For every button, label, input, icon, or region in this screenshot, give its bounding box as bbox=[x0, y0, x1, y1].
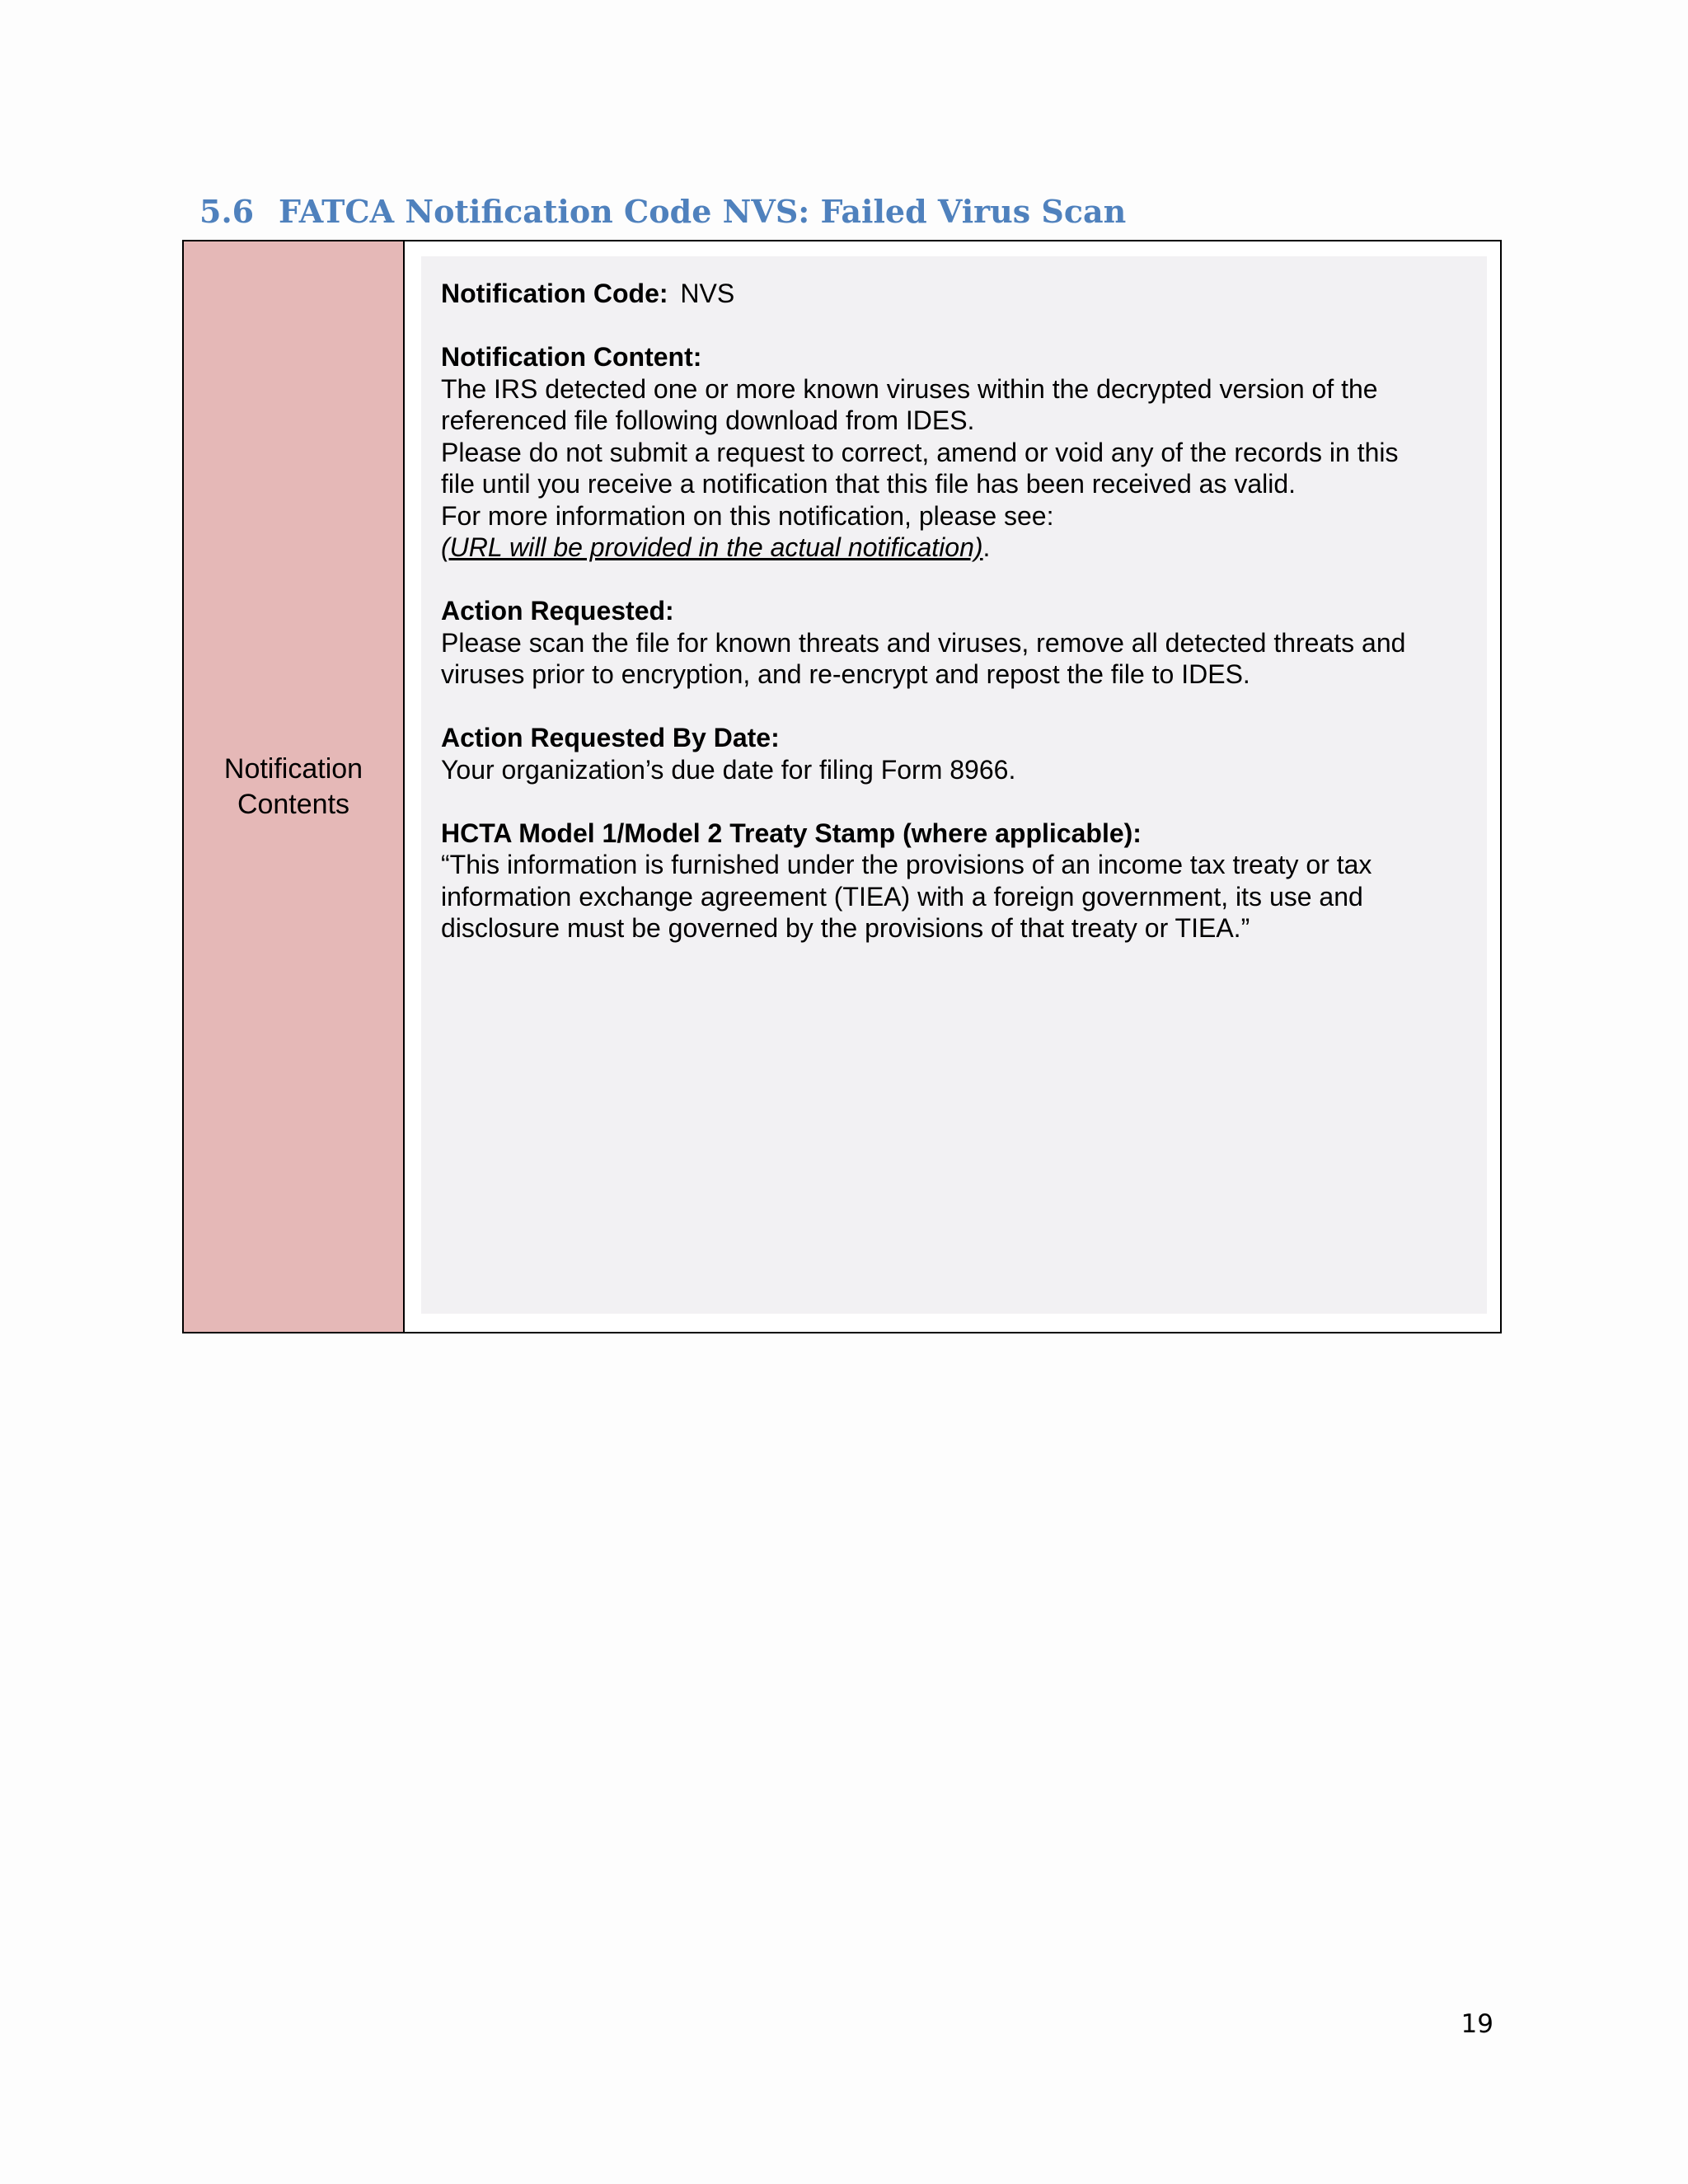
section-title: FATCA Notification Code NVS: Failed Virus Scan bbox=[279, 193, 1127, 230]
url-placeholder-text: (URL will be provided in the actual notification) bbox=[441, 532, 983, 562]
row-label-cell bbox=[184, 241, 405, 1332]
notification-content-title: Notification Content: bbox=[441, 342, 702, 372]
text-line: Please scan the file for known threats and viruses, remove all detected threats and bbox=[441, 627, 1406, 658]
treaty-stamp-title: HCTA Model 1/Model 2 Treaty Stamp (where applicable): bbox=[441, 818, 1142, 848]
notification-table bbox=[182, 240, 1502, 1333]
action-by-date-title: Action Requested By Date: bbox=[441, 723, 780, 752]
notification-code-block bbox=[441, 278, 1467, 310]
action-by-date-block bbox=[441, 722, 1467, 785]
url-line bbox=[441, 532, 1467, 564]
text-line: Please do not submit a request to correct, amend or void any of the records in this bbox=[441, 437, 1399, 467]
notification-code-value: NVS bbox=[680, 279, 735, 308]
row-label-line: Contents bbox=[237, 788, 350, 820]
action-requested-block bbox=[441, 595, 1467, 691]
content-cell bbox=[405, 241, 1500, 1332]
text-line: disclosure must be governed by the provisions of that treaty or TIEA.” bbox=[441, 913, 1250, 943]
text-line: Your organization’s due date for filing Form 8966. bbox=[441, 754, 1016, 785]
text-line: file until you receive a notification that this file has been received as valid. bbox=[441, 469, 1296, 499]
text-line: “This information is furnished under the provisions of an income tax treaty or tax bbox=[441, 850, 1372, 879]
text-line: information exchange agreement (TIEA) with a foreign government, its use and bbox=[441, 881, 1363, 912]
section-number: 5.6 bbox=[199, 193, 255, 230]
treaty-stamp-block bbox=[441, 818, 1467, 944]
text-line: referenced file following download from IDES. bbox=[441, 405, 975, 435]
row-label-line: Notification bbox=[223, 752, 363, 785]
row-label bbox=[224, 752, 363, 823]
text-line: viruses prior to encryption, and re-encrypt and repost the file to IDES. bbox=[441, 659, 1250, 689]
notification-content-block bbox=[441, 341, 1467, 564]
section-heading bbox=[199, 193, 1127, 230]
page-number: 19 bbox=[1461, 2009, 1493, 2039]
url-suffix: . bbox=[982, 532, 991, 562]
text-line: The IRS detected one or more known viruses within the decrypted version of the bbox=[441, 373, 1378, 404]
notification-text-panel bbox=[421, 256, 1487, 1314]
notification-code-label: Notification Code: bbox=[441, 279, 668, 308]
text-line: For more information on this notification, please see: bbox=[441, 500, 1054, 531]
action-requested-title: Action Requested: bbox=[441, 596, 674, 626]
